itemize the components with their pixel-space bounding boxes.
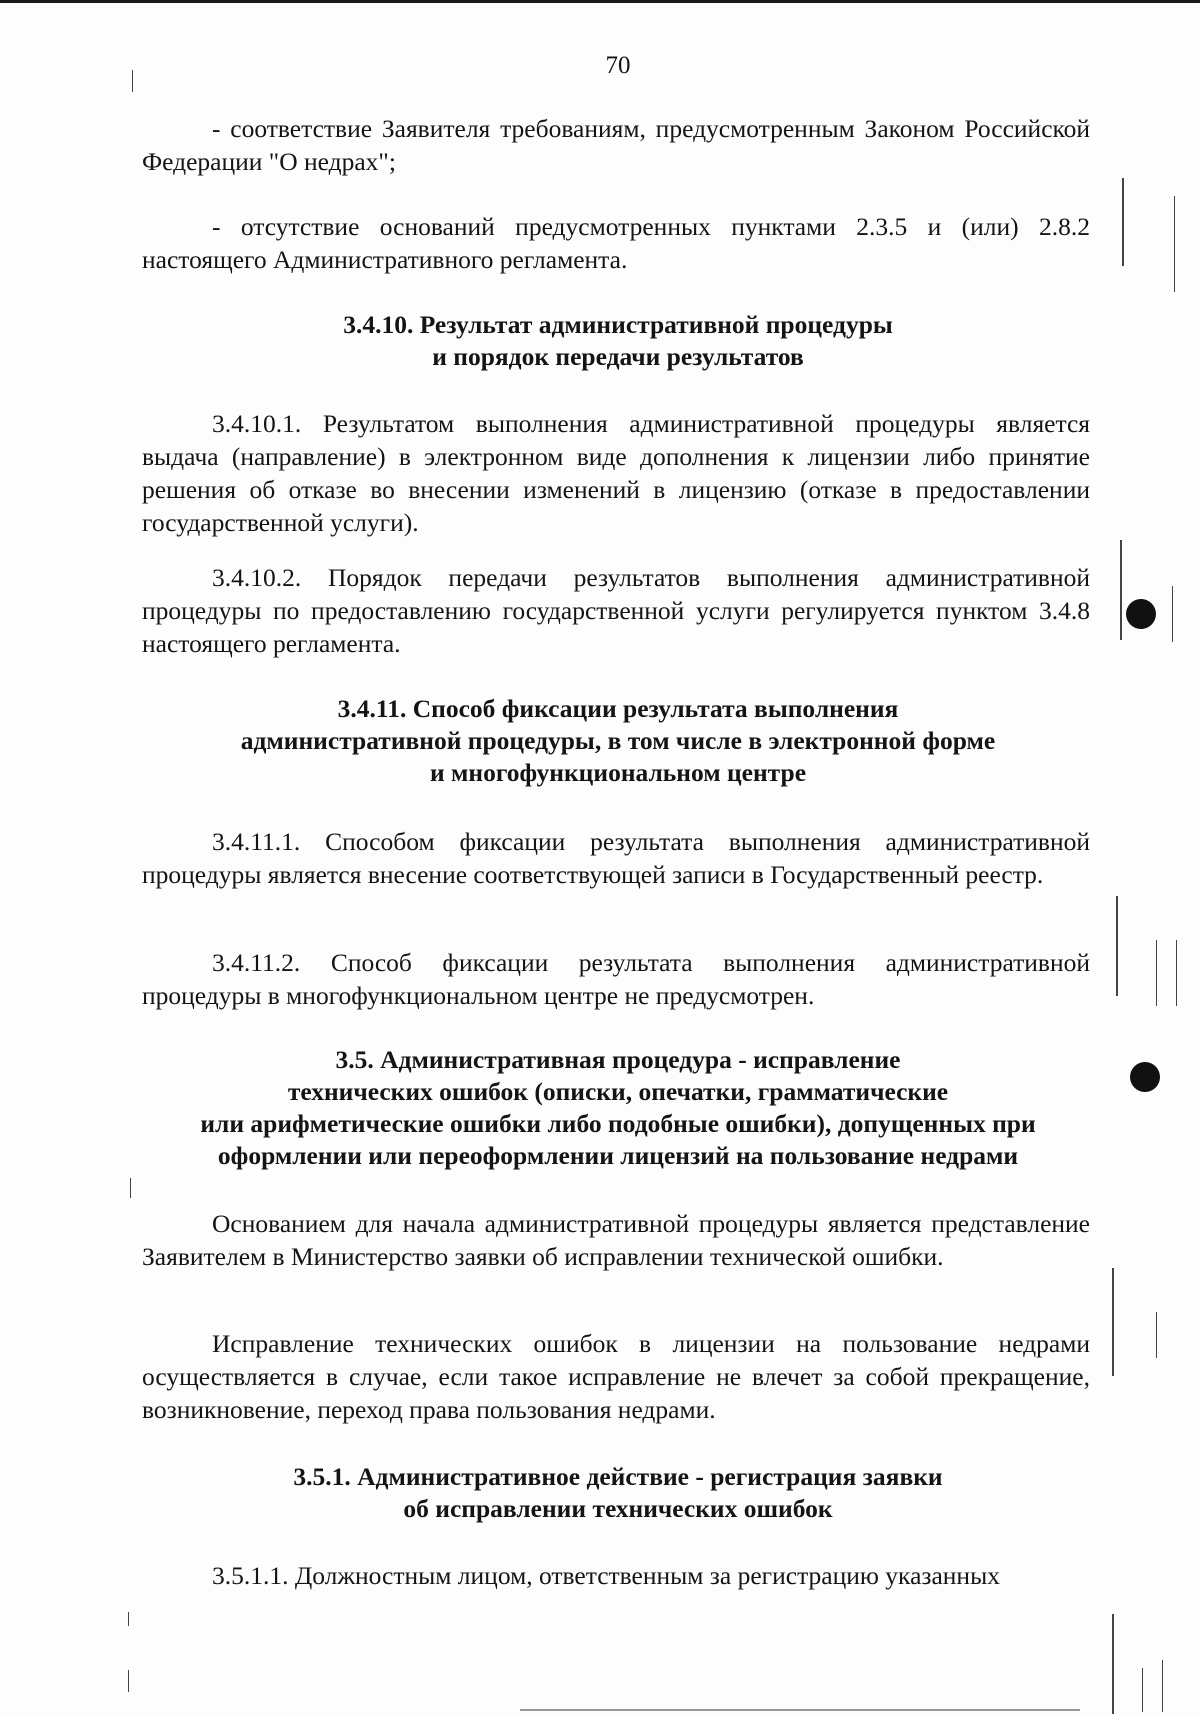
paragraph-9 (142, 1559, 1090, 1592)
heading-line: 3.5.1. Административное действие - регистрация заявки (293, 1462, 943, 1491)
paragraph-1 (142, 112, 1090, 178)
heading-line: 3.4.10. Результат административной процедуры (343, 310, 893, 339)
heading-line: об исправлении технических ошибок (403, 1494, 833, 1523)
punch-hole-mark (1130, 1062, 1160, 1092)
paragraph-8 (142, 1327, 1090, 1426)
margin-mark (1112, 1614, 1114, 1714)
paragraph-2 (142, 210, 1090, 276)
paragraph-text: 3.5.1.1. Должностным лицом, ответственным за регистрацию указанных (212, 1561, 1000, 1590)
margin-mark (1116, 896, 1118, 996)
punch-hole-mark (1126, 599, 1156, 629)
paragraph-4 (142, 561, 1090, 660)
margin-mark (1156, 1312, 1157, 1358)
margin-mark (1172, 586, 1173, 642)
margin-mark (130, 1178, 131, 1198)
paragraph-text: Исправление технических ошибок в лицензии на пользование недрами осуществляется в случае, если такое исправление не влечет за собой прекращение, возникновение, переход права пользования недрами. (142, 1329, 1090, 1424)
margin-mark (1162, 1660, 1163, 1712)
heading-line: и порядок передачи результатов (432, 342, 804, 371)
margin-mark (1174, 196, 1175, 292)
page-number: 70 (605, 52, 631, 79)
paragraph-text: 3.4.10.2. Порядок передачи результатов выполнения административной процедуры по предоставлению государственной услуги регулируется пунктом 3.4.8 настоящего регламента. (142, 563, 1090, 658)
paragraph-text: 3.4.11.2. Способ фиксации результата выполнения административной процедуры в многофункциональном центре не предусмотрен. (142, 948, 1090, 1010)
paragraph-text: - соответствие Заявителя требованиям, предусмотренным Законом Российской Федерации "О недрах"; (142, 114, 1090, 176)
paragraph-text: - отсутствие оснований предусмотренных пунктами 2.3.5 и (или) 2.8.2 настоящего Административного регламента. (142, 212, 1090, 274)
heading-line: 3.4.11. Способ фиксации результата выполнения (337, 694, 899, 723)
margin-mark (128, 1612, 129, 1626)
paragraph-text: 3.4.10.1. Результатом выполнения административной процедуры является выдача (направление) в электронном виде дополнения к лицензии либо принятие решения об отказе во внесении изменений в лицензию (отказе в предоставлении государственной услуги). (142, 409, 1090, 537)
paragraph-5 (142, 825, 1090, 891)
paragraph-text: 3.4.11.1. Способом фиксации результата выполнения административной процедуры является внесение соответствующей записи в Государственный реестр. (142, 827, 1090, 889)
margin-mark (1122, 178, 1124, 266)
margin-mark (1176, 940, 1177, 1006)
paragraph-3 (142, 407, 1090, 539)
heading-line: или арифметические ошибки либо подобные ошибки), допущенных при (200, 1109, 1036, 1138)
section-heading-3-5-1 (130, 1461, 1106, 1525)
heading-line: технических ошибок (описки, опечатки, грамматические (287, 1077, 949, 1106)
margin-mark (1120, 540, 1122, 640)
scan-top-edge (0, 0, 1200, 3)
section-heading-3-5 (130, 1044, 1106, 1172)
margin-mark (1156, 940, 1157, 1006)
heading-line: оформлении или переоформлении лицензий на пользование недрами (217, 1141, 1019, 1170)
heading-line: и многофункциональном центре (429, 758, 807, 787)
scan-bottom-edge (520, 1709, 1080, 1711)
paragraph-text: Основанием для начала административной процедуры является представление Заявителем в Министерство заявки об исправлении технической ошибки. (142, 1209, 1090, 1271)
paragraph-6 (142, 946, 1090, 1012)
section-heading-3-4-10 (130, 309, 1106, 373)
margin-mark (1142, 1668, 1143, 1712)
section-heading-3-4-11 (130, 693, 1106, 789)
margin-mark (128, 1670, 129, 1692)
heading-line: административной процедуры, в том числе в электронной форме (240, 726, 996, 755)
heading-line: 3.5. Административная процедура - исправление (335, 1045, 901, 1074)
paragraph-7 (142, 1207, 1090, 1273)
margin-mark (1112, 1268, 1114, 1376)
margin-mark (132, 70, 133, 92)
